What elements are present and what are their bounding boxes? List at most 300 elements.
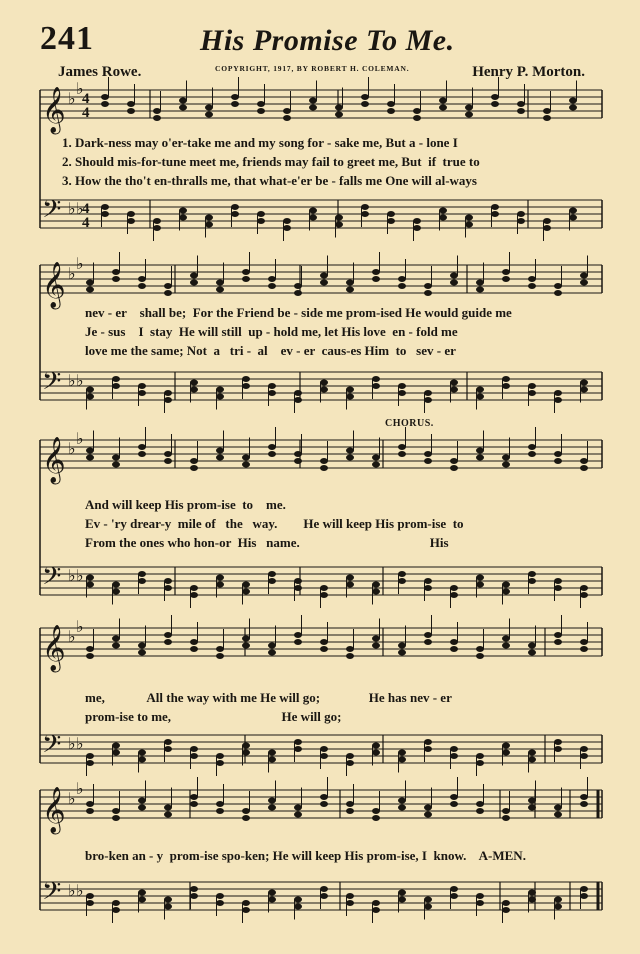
notehead — [543, 108, 551, 114]
notehead — [127, 108, 135, 114]
lyric-line: From the ones who hon-or His name. His — [85, 535, 449, 550]
flat-icon: ♭ — [68, 199, 76, 218]
bass-clef-icon: 𝄢 — [42, 195, 62, 230]
notehead — [283, 218, 291, 224]
notehead — [179, 98, 187, 104]
notehead — [320, 886, 328, 892]
notehead — [320, 380, 328, 386]
notehead — [424, 458, 432, 464]
notehead — [528, 650, 536, 656]
notehead — [398, 578, 406, 584]
notehead — [231, 204, 239, 210]
notehead — [268, 897, 276, 903]
notehead — [372, 815, 380, 821]
notehead — [528, 798, 536, 804]
notehead — [320, 585, 328, 591]
lyric-line: 2. Should mis-for-tune meet me, friends may fail to greet me, But if true to — [62, 154, 480, 169]
notehead — [361, 101, 369, 107]
notehead — [335, 112, 343, 118]
notehead — [242, 808, 250, 814]
notehead — [580, 893, 588, 899]
notehead — [372, 269, 380, 275]
notehead — [502, 815, 510, 821]
notehead — [476, 575, 484, 581]
notehead — [361, 204, 369, 210]
notehead — [554, 746, 562, 752]
notehead — [179, 208, 187, 214]
notehead — [450, 639, 458, 645]
notehead — [242, 643, 250, 649]
notehead — [346, 280, 354, 286]
hymn-number: 241 — [40, 20, 94, 57]
notehead — [580, 380, 588, 386]
notehead — [476, 753, 484, 759]
lyric-line: me, All the way with me He will go; He has nev - er — [85, 690, 452, 705]
notehead — [242, 269, 250, 275]
flat-icon: ♭ — [68, 881, 76, 900]
notehead — [387, 108, 395, 114]
notehead — [216, 448, 224, 454]
notehead — [320, 746, 328, 752]
notehead — [491, 94, 499, 100]
notehead — [580, 592, 588, 598]
notehead — [528, 451, 536, 457]
notehead — [320, 646, 328, 652]
flat-icon: ♭ — [76, 734, 84, 753]
notehead — [398, 757, 406, 763]
notehead — [569, 215, 577, 221]
notehead — [294, 904, 302, 910]
notehead — [294, 585, 302, 591]
notehead — [216, 900, 224, 906]
notehead — [398, 283, 406, 289]
notehead — [257, 211, 265, 217]
notehead — [424, 805, 432, 811]
notehead — [346, 808, 354, 814]
notehead — [450, 886, 458, 892]
notehead — [424, 451, 432, 457]
treble-clef-icon: 𝄞 — [42, 87, 66, 133]
notehead — [268, 650, 276, 656]
notehead — [127, 218, 135, 224]
lyric-line: prom-ise to me, He will go; — [85, 709, 342, 724]
notehead — [450, 458, 458, 464]
notehead — [398, 805, 406, 811]
notehead — [112, 383, 120, 389]
notehead — [424, 397, 432, 403]
notehead — [164, 290, 172, 296]
notehead — [294, 283, 302, 289]
notehead — [580, 801, 588, 807]
lyric-line: bro-ken an - y prom-ise spo-ken; He will keep His prom-ise, I know. A-MEN. — [85, 848, 526, 863]
notehead — [138, 750, 146, 756]
notehead — [528, 571, 536, 577]
notehead — [413, 218, 421, 224]
flat-icon: ♭ — [68, 789, 76, 808]
flat-icon: ♭ — [76, 779, 84, 798]
flat-icon: ♭ — [76, 199, 84, 218]
flat-icon: ♭ — [68, 627, 76, 646]
notehead — [190, 273, 198, 279]
notehead — [491, 204, 499, 210]
notehead — [216, 287, 224, 293]
notehead — [112, 750, 120, 756]
notehead — [268, 276, 276, 282]
notehead — [138, 283, 146, 289]
notehead — [164, 897, 172, 903]
notehead — [372, 636, 380, 642]
notehead — [190, 592, 198, 598]
notehead — [294, 739, 302, 745]
notehead — [346, 455, 354, 461]
notehead — [398, 897, 406, 903]
notehead — [320, 753, 328, 759]
notehead — [268, 805, 276, 811]
notehead — [112, 582, 120, 588]
notehead — [491, 211, 499, 217]
notehead — [387, 218, 395, 224]
notehead — [216, 808, 224, 814]
notehead — [554, 897, 562, 903]
notehead — [450, 801, 458, 807]
notehead — [216, 394, 224, 400]
notehead — [86, 582, 94, 588]
notehead — [190, 646, 198, 652]
flat-icon: ♭ — [76, 429, 84, 448]
notehead — [164, 746, 172, 752]
notehead — [424, 585, 432, 591]
notehead — [554, 283, 562, 289]
notehead — [450, 592, 458, 598]
notehead — [424, 812, 432, 818]
notehead — [554, 904, 562, 910]
notehead — [554, 397, 562, 403]
notehead — [294, 458, 302, 464]
notehead — [450, 585, 458, 591]
notehead — [101, 94, 109, 100]
lyric-line: 3. How the tho't en-thralls me, that what-e'er be - falls me One will al-ways — [62, 173, 477, 188]
notehead — [398, 750, 406, 756]
notehead — [294, 451, 302, 457]
flat-icon: ♭ — [68, 439, 76, 458]
lyricist: James Rowe. — [58, 64, 142, 80]
notehead — [268, 283, 276, 289]
notehead — [450, 746, 458, 752]
notehead — [190, 886, 198, 892]
notehead — [86, 287, 94, 293]
notehead — [398, 383, 406, 389]
notehead — [346, 760, 354, 766]
notehead — [502, 462, 510, 468]
notehead — [153, 108, 161, 114]
treble-clef-icon: 𝄞 — [42, 787, 66, 833]
notehead — [346, 753, 354, 759]
notehead — [554, 451, 562, 457]
notehead — [231, 101, 239, 107]
lyric-line: And will keep His prom-ise to me. — [85, 497, 286, 512]
notehead — [216, 575, 224, 581]
notehead — [528, 757, 536, 763]
flat-icon: ♭ — [76, 617, 84, 636]
notehead — [476, 287, 484, 293]
notehead — [502, 907, 510, 913]
notehead — [268, 390, 276, 396]
notehead — [528, 383, 536, 389]
notehead — [517, 101, 525, 107]
notehead — [86, 900, 94, 906]
notehead — [372, 900, 380, 906]
notehead — [112, 900, 120, 906]
notehead — [320, 273, 328, 279]
notehead — [216, 646, 224, 652]
notehead — [138, 650, 146, 656]
lyric-line: love me the same; Not a tri - al ev - er caus-es Him to sev - er — [85, 343, 456, 358]
notehead — [502, 582, 510, 588]
notehead — [242, 383, 250, 389]
notehead — [580, 886, 588, 892]
notehead — [112, 455, 120, 461]
notehead — [216, 760, 224, 766]
notehead — [294, 746, 302, 752]
notehead — [528, 578, 536, 584]
notehead — [398, 890, 406, 896]
notehead — [450, 753, 458, 759]
notehead — [112, 815, 120, 821]
notehead — [398, 643, 406, 649]
notehead — [138, 643, 146, 649]
notehead — [361, 94, 369, 100]
notehead — [372, 589, 380, 595]
notehead — [335, 222, 343, 228]
notehead — [554, 739, 562, 745]
notehead — [112, 907, 120, 913]
notehead — [320, 387, 328, 393]
notehead — [294, 390, 302, 396]
notehead — [138, 757, 146, 763]
notehead — [164, 390, 172, 396]
notehead — [190, 753, 198, 759]
lyric-line: Ev - 'ry drear-y mile of the way. He will keep His prom-ise to — [85, 516, 464, 531]
notehead — [439, 208, 447, 214]
notehead — [242, 815, 250, 821]
notehead — [112, 376, 120, 382]
notehead — [242, 582, 250, 588]
notehead — [190, 380, 198, 386]
notehead — [476, 893, 484, 899]
notehead — [387, 211, 395, 217]
notehead — [398, 571, 406, 577]
notehead — [294, 397, 302, 403]
notehead — [528, 643, 536, 649]
bass-clef-icon: 𝄢 — [42, 730, 62, 765]
notehead — [294, 812, 302, 818]
notehead — [346, 394, 354, 400]
notehead — [346, 653, 354, 659]
notehead — [216, 801, 224, 807]
flat-icon: ♭ — [76, 371, 84, 390]
notehead — [424, 290, 432, 296]
notehead — [543, 218, 551, 224]
notehead — [86, 575, 94, 581]
notehead — [372, 462, 380, 468]
notehead — [268, 571, 276, 577]
notehead — [580, 273, 588, 279]
notehead — [372, 383, 380, 389]
notehead — [242, 376, 250, 382]
flat-icon: ♭ — [68, 566, 76, 585]
notehead — [502, 750, 510, 756]
notehead — [283, 108, 291, 114]
notehead — [190, 465, 198, 471]
notehead — [283, 225, 291, 231]
notehead — [320, 893, 328, 899]
notehead — [242, 900, 250, 906]
notehead — [112, 643, 120, 649]
time-signature-top: 4 — [82, 201, 90, 217]
notehead — [502, 269, 510, 275]
notehead — [502, 376, 510, 382]
notehead — [205, 222, 213, 228]
notehead — [138, 571, 146, 577]
lyric-line: 1. Dark-ness may o'er-take me and my song for - sake me, But a - lone I — [62, 135, 458, 150]
notehead — [86, 394, 94, 400]
notehead — [86, 280, 94, 286]
composer: Henry P. Morton. — [472, 64, 585, 80]
notehead — [346, 893, 354, 899]
notehead — [283, 115, 291, 121]
notehead — [138, 444, 146, 450]
notehead — [543, 115, 551, 121]
notehead — [554, 390, 562, 396]
treble-clef-icon: 𝄞 — [42, 625, 66, 671]
notehead — [101, 204, 109, 210]
notehead — [216, 653, 224, 659]
notehead — [450, 794, 458, 800]
notehead — [580, 280, 588, 286]
notehead — [580, 753, 588, 759]
copyright-notice: COPYRIGHT, 1917, BY ROBERT H. COLEMAN. — [215, 64, 410, 73]
notehead — [502, 383, 510, 389]
notehead — [476, 387, 484, 393]
notehead — [86, 646, 94, 652]
notehead — [309, 208, 317, 214]
notehead — [580, 465, 588, 471]
notehead — [424, 578, 432, 584]
notehead — [465, 112, 473, 118]
notehead — [242, 907, 250, 913]
notehead — [528, 276, 536, 282]
notehead — [450, 646, 458, 652]
notehead — [476, 394, 484, 400]
notehead — [476, 801, 484, 807]
notehead — [413, 108, 421, 114]
notehead — [580, 387, 588, 393]
bass-clef-icon: 𝄢 — [42, 877, 62, 912]
notehead — [502, 643, 510, 649]
notehead — [346, 582, 354, 588]
notehead — [476, 280, 484, 286]
notehead — [320, 801, 328, 807]
notehead — [528, 897, 536, 903]
notehead — [164, 904, 172, 910]
notehead — [112, 636, 120, 642]
notehead — [205, 215, 213, 221]
notehead — [112, 589, 120, 595]
notehead — [554, 639, 562, 645]
notehead — [216, 387, 224, 393]
notehead — [517, 108, 525, 114]
flat-icon: ♭ — [68, 371, 76, 390]
notehead — [190, 801, 198, 807]
notehead — [268, 383, 276, 389]
notehead — [450, 380, 458, 386]
notehead — [268, 890, 276, 896]
flat-icon: ♭ — [76, 79, 84, 98]
notehead — [294, 897, 302, 903]
notehead — [491, 101, 499, 107]
notehead — [580, 639, 588, 645]
lyric-line: nev - er shall be; For the Friend be - side me prom-ised He would guide me — [85, 305, 512, 320]
notehead — [190, 585, 198, 591]
chorus-label: CHORUS. — [385, 418, 434, 429]
notehead — [190, 458, 198, 464]
notehead — [164, 451, 172, 457]
notehead — [190, 794, 198, 800]
notehead — [86, 653, 94, 659]
notehead — [554, 812, 562, 818]
notehead — [502, 455, 510, 461]
notehead — [294, 632, 302, 638]
notehead — [387, 101, 395, 107]
notehead — [580, 458, 588, 464]
notehead — [205, 112, 213, 118]
notehead — [372, 376, 380, 382]
notehead — [138, 451, 146, 457]
notehead — [190, 387, 198, 393]
notehead — [476, 900, 484, 906]
notehead — [335, 215, 343, 221]
notehead — [294, 290, 302, 296]
notehead — [465, 222, 473, 228]
notehead — [101, 211, 109, 217]
notehead — [398, 444, 406, 450]
notehead — [138, 890, 146, 896]
notehead — [138, 276, 146, 282]
flat-icon: ♭ — [68, 264, 76, 283]
notehead — [112, 269, 120, 275]
notehead — [476, 455, 484, 461]
notehead — [372, 455, 380, 461]
notehead — [543, 225, 551, 231]
notehead — [320, 639, 328, 645]
notehead — [320, 465, 328, 471]
notehead — [528, 890, 536, 896]
notehead — [112, 743, 120, 749]
notehead — [86, 801, 94, 807]
notehead — [86, 455, 94, 461]
notehead — [335, 105, 343, 111]
notehead — [346, 387, 354, 393]
notehead — [190, 280, 198, 286]
notehead — [216, 893, 224, 899]
notehead — [164, 283, 172, 289]
notehead — [424, 897, 432, 903]
notehead — [580, 794, 588, 800]
notehead — [580, 646, 588, 652]
notehead — [216, 280, 224, 286]
notehead — [112, 808, 120, 814]
notehead — [372, 743, 380, 749]
